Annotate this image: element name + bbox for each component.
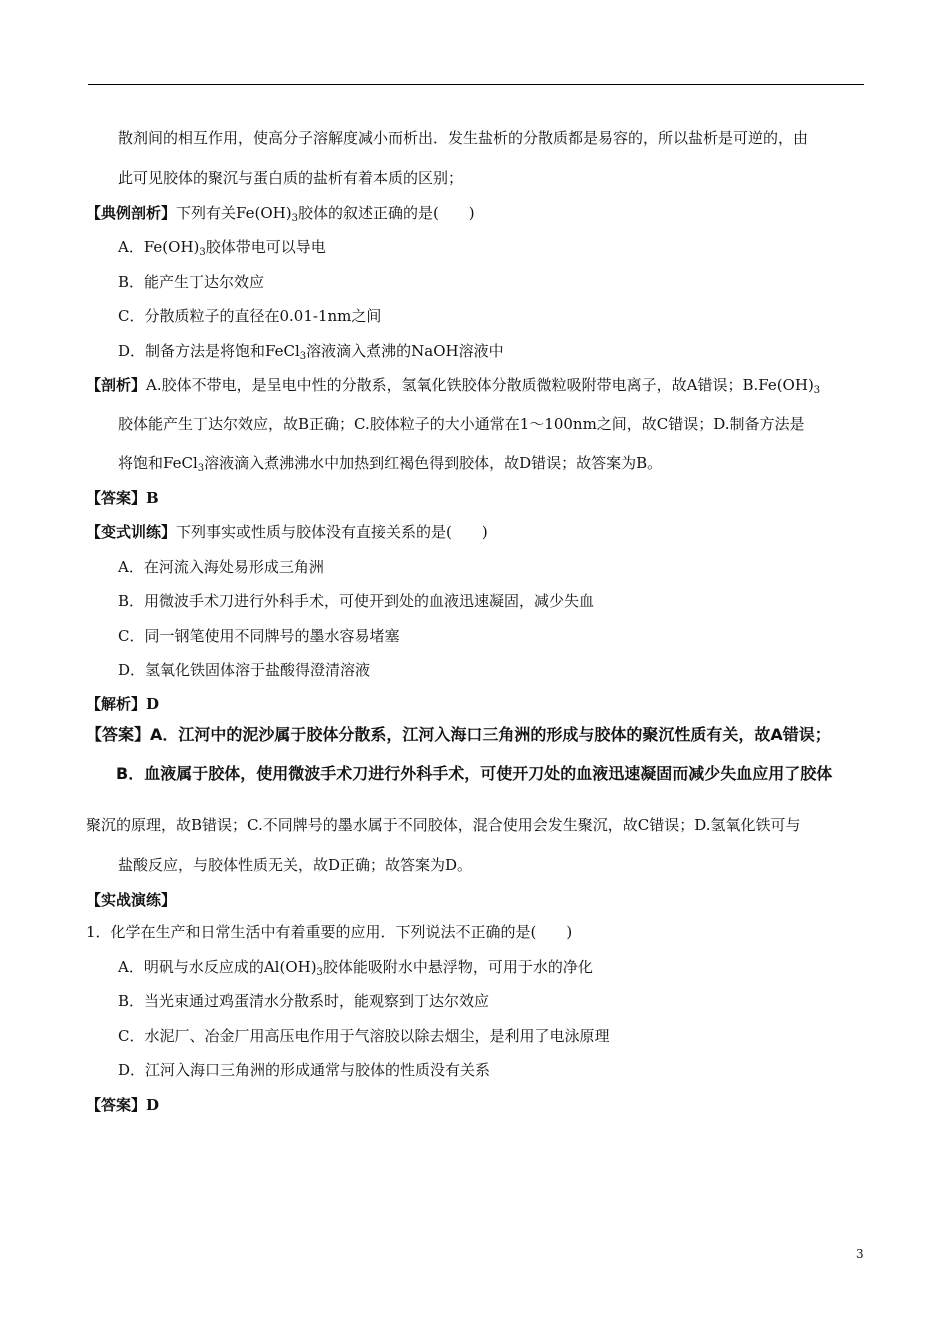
variant-option-d: D．氢氧化铁固体溶于盐酸得澄清溶液 (118, 661, 371, 679)
answer-1: 【答案】B (86, 489, 159, 507)
continuation-line-2: 此可见胶体的聚沉与蛋白质的盐析有着本质的区别； (118, 169, 464, 187)
jiexi: 【解析】D (86, 695, 160, 713)
variant-option-b: B．用微波手术刀进行外科手术，可使开到处的血液迅速凝固，减少失血 (118, 592, 595, 610)
example-question: 【典例剖析】下列有关$Fe(OH)_3$胶体的叙述正确的是( ) (86, 204, 475, 224)
analysis-line-2: 胶体能产生丁达尔效应，故B正确；C.胶体粒子的大小通常在1～100nm之间，故C错误；D.制备方法是 (118, 415, 805, 433)
practice-heading: 【实战演练】 (86, 891, 177, 909)
practice-option-c: C．水泥厂、冶金厂用高压电作用于气溶胶以除去烟尘，是利用了电泳原理 (118, 1027, 610, 1045)
variant-label: 【变式训练】 (86, 523, 177, 541)
example-label: 【典例剖析】 (86, 204, 177, 222)
header-rule (88, 84, 864, 85)
answer-2-label: 【答案】 (86, 725, 151, 744)
practice-option-d: D．江河入海口三角洲的形成通常与胶体的性质没有关系 (118, 1061, 491, 1079)
answer-2-line-4: 盐酸反应，与胶体性质无关，故D正确；故答案为D。 (118, 856, 473, 874)
jiexi-label: 【解析】 (86, 695, 147, 713)
example-option-c: C．分散质粒子的直径在0.01-1nm之间 (118, 307, 382, 325)
page-number: 3 (856, 1247, 864, 1261)
variant-question: 【变式训练】下列事实或性质与胶体没有直接关系的是( ) (86, 523, 488, 541)
answer-2-line-3: 聚沉的原理，故B错误；C.不同牌号的墨水属于不同胶体，混合使用会发生聚沉，故C错误；D.氢氧化铁可与 (86, 816, 801, 834)
answer-1-label: 【答案】 (86, 489, 147, 507)
answer-2-line-2: B．血液属于胶体，使用微波手术刀进行外科手术，可使开刀处的血液迅速凝固而减少失血应用了胶体 (116, 764, 833, 783)
analysis-line-1: 【剖析】A.胶体不带电，是呈电中性的分散系，氢氧化铁胶体分散质微粒吸附带电离子，故A错误；$B.Fe(OH)_3$ (86, 376, 821, 396)
variant-option-c: C．同一钢笔使用不同牌号的墨水容易堵塞 (118, 627, 400, 645)
example-option-b: B．能产生丁达尔效应 (118, 273, 265, 291)
practice-option-a: A．明矾与水反应成的$Al(OH)_3$胶体能吸附水中悬浮物，可用于水的净化 (118, 958, 593, 978)
practice-option-b: B．当光束通过鸡蛋清水分散系时，能观察到丁达尔效应 (118, 992, 490, 1010)
analysis-line-3: 将饱和FeCl$_3$溶液滴入煮沸沸水中加热到红褐色得到胶体，故D错误；故答案为B。 (118, 454, 663, 474)
example-option-a: A．$Fe(OH)_3$胶体带电可以导电 (118, 238, 326, 258)
example-option-d: D．制备方法是将饱和FeCl$_3$溶液滴入煮沸的NaOH溶液中 (118, 342, 504, 362)
continuation-line-1: 散剂间的相互作用，使高分子溶解度减小而析出．发生盐析的分散质都是易容的，所以盐析是可逆的，由 (118, 129, 809, 147)
answer-3-label: 【答案】 (86, 1096, 147, 1114)
analysis-label: 【剖析】 (86, 376, 147, 394)
answer-3: 【答案】D (86, 1096, 160, 1114)
practice-question: 1．化学在生产和日常生活中有着重要的应用．下列说法不正确的是( ) (86, 923, 573, 941)
variant-option-a: A．在河流入海处易形成三角洲 (118, 558, 324, 576)
answer-2-line-1: 【答案】A．江河中的泥沙属于胶体分散系，江河入海口三角洲的形成与胶体的聚沉性质有关，故A错误； (86, 725, 831, 744)
